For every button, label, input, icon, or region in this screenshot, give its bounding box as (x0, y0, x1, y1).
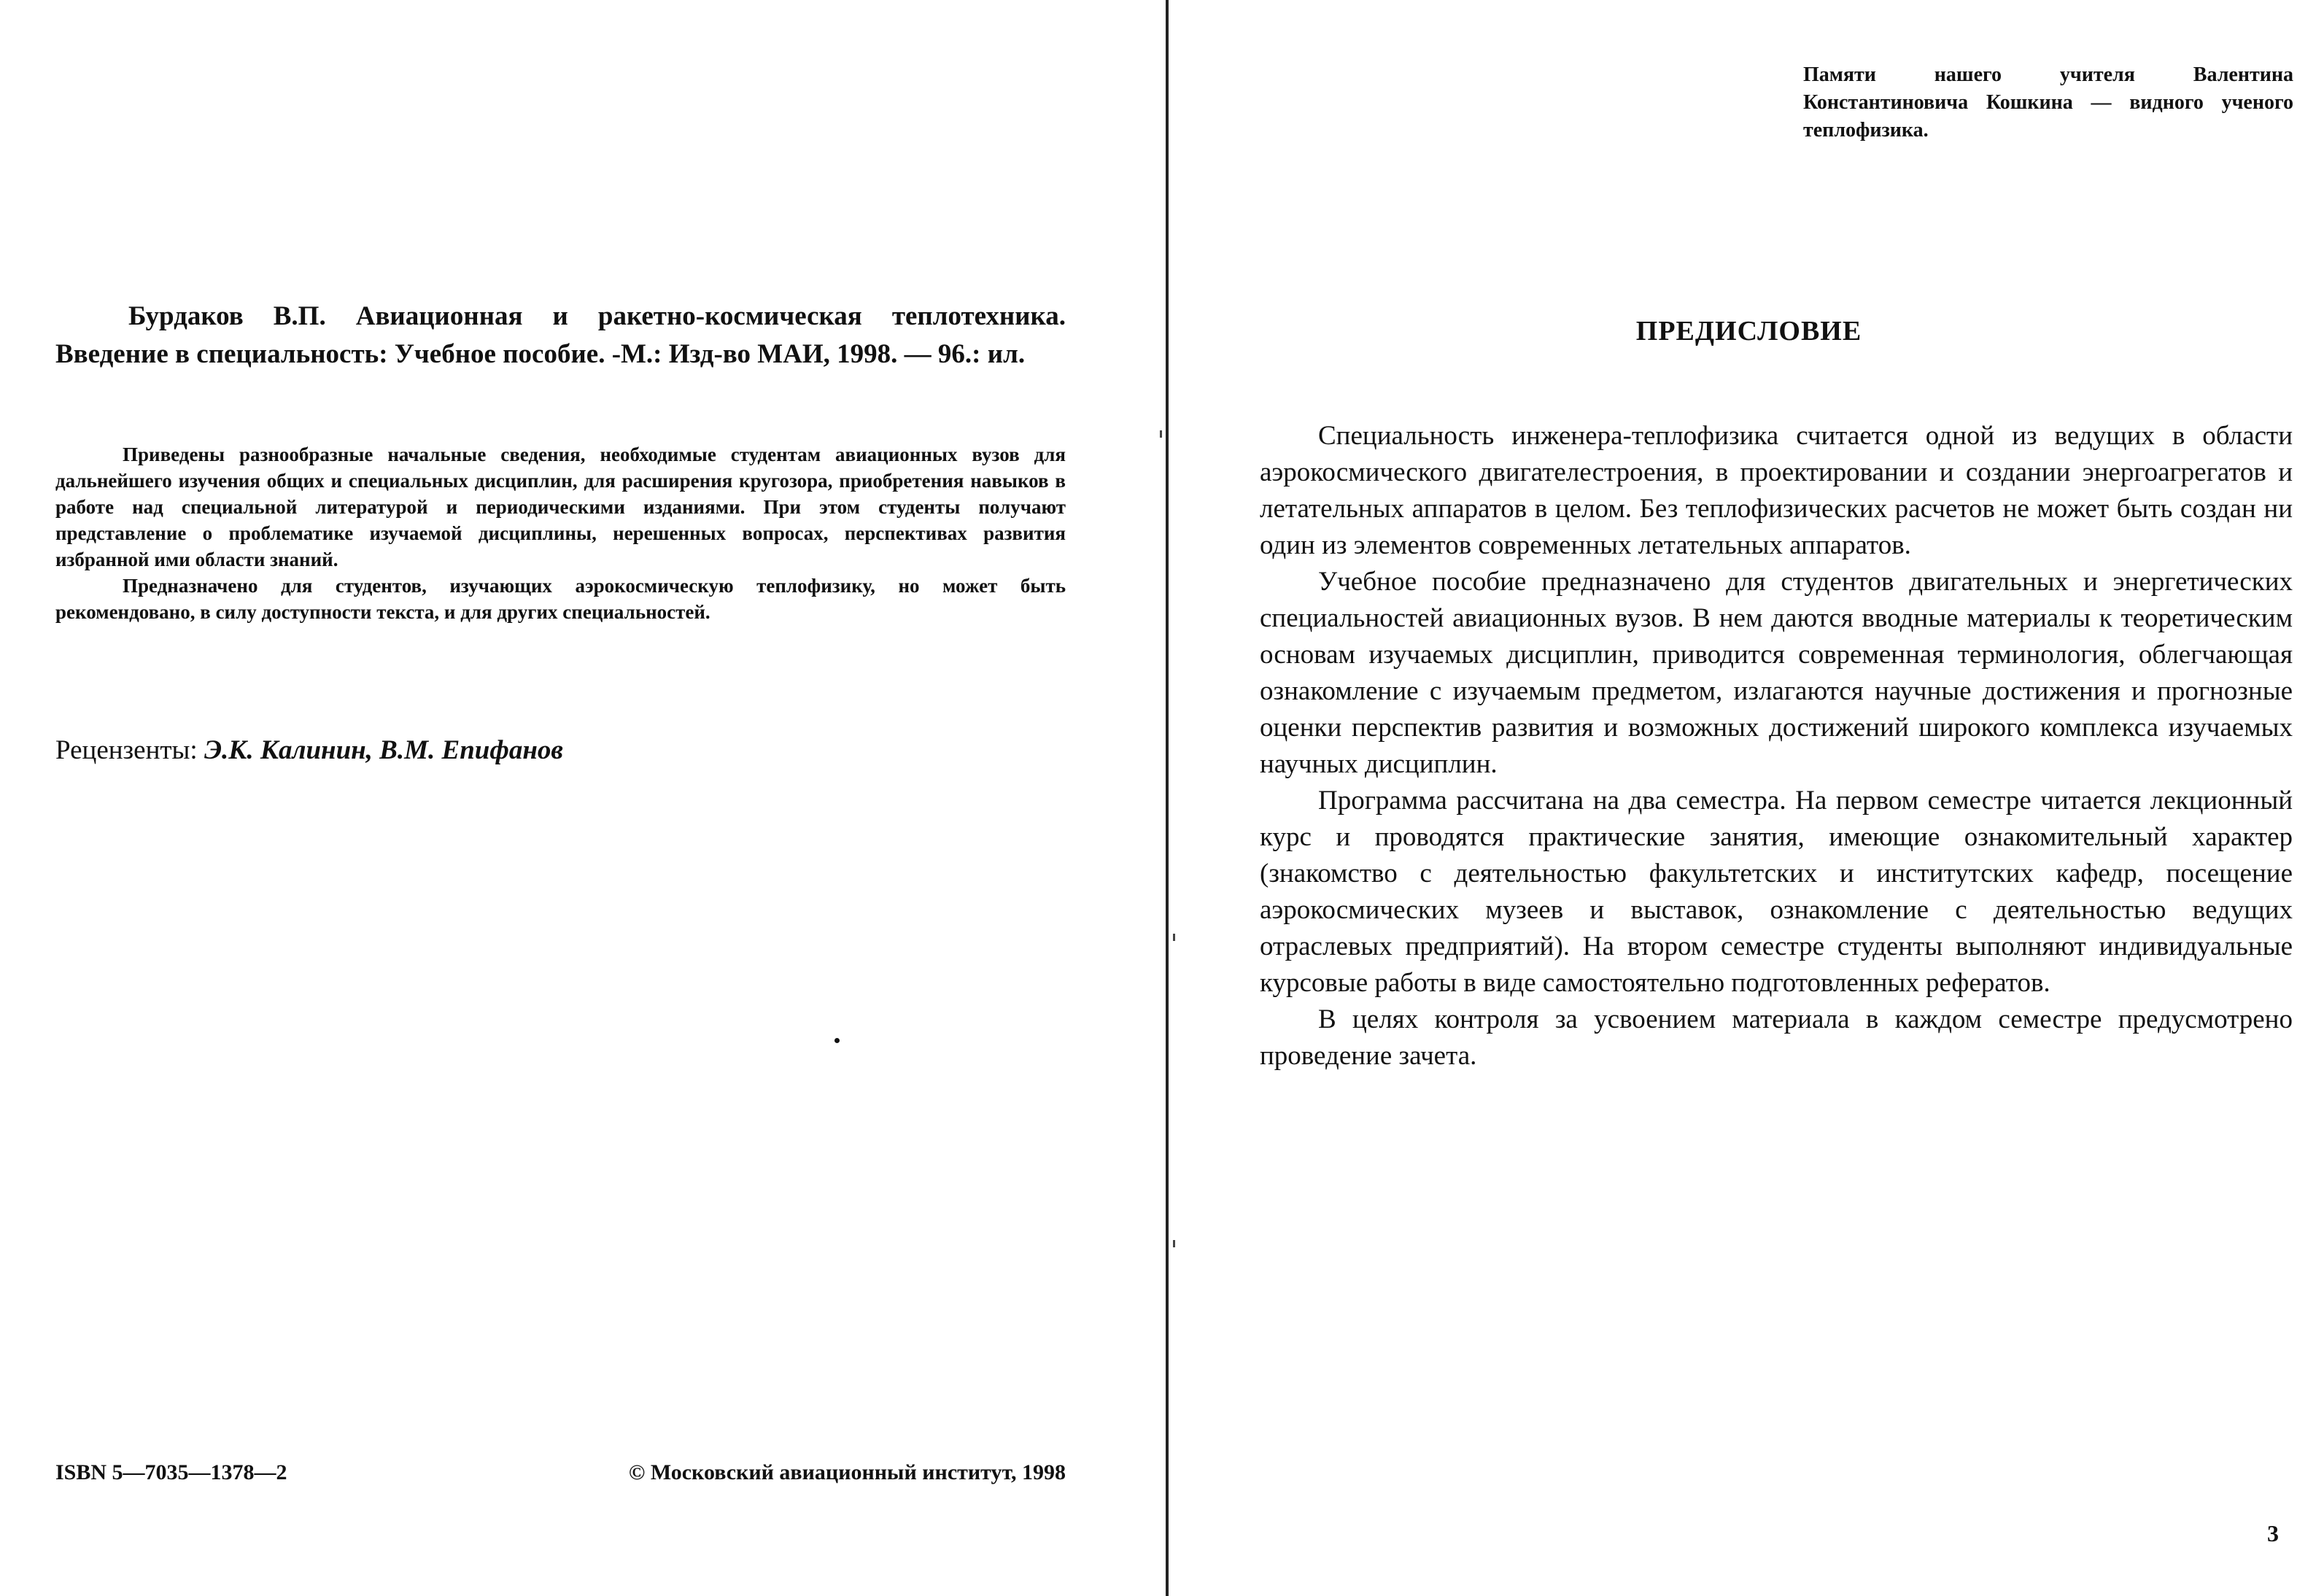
preface-paragraph: Специальность инженера-теплофизика считается одной из ведущих в области аэрокосмического двигателестроения, в проектировании и создании энергоагрегатов и летательных аппаратов в целом. Без теплофизических расчетов не может быть создан ни один из элементов современных летательных аппаратов. (1260, 421, 2293, 560)
preface-paragraph: В целях контроля за усвоением материала в каждом семестре предусмотрено проведение зачета. (1260, 1004, 2293, 1071)
bibliographic-entry: Бурдаков В.П. Авиационная и ракетно-космическая теплотехника. Введение в специальность: Учебное пособие. -М.: Изд-во МАИ, 1998. — 96.: ил. (55, 301, 1066, 369)
abstract-paragraph: Предназначено для студентов, изучающих аэрокосмическую теплофизику, но может быть рекомендовано, в силу доступности текста, и для других специальностей. (55, 575, 1066, 623)
spine-mark (1173, 1240, 1175, 1247)
spine-mark (1173, 934, 1175, 941)
book-spine (1166, 0, 1169, 1596)
right-page (1182, 0, 2316, 1596)
abstract (55, 441, 1066, 625)
preface-title: ПРЕДИСЛОВИЕ (1635, 316, 1862, 346)
preface-paragraph: Программа рассчитана на два семестра. На первом семестре читается лекционный курс и проводятся практические занятия, имеющие ознакомительный характер (знакомство с деятельностью факультетских и институтских кафедр, посещение аэрокосмических музеев и выставок, ознакомление с деятельностью ведущих отраслевых предприятий). На втором семестре студенты выполняют индивидуальные курсовые работы в виде самостоятельно подготовленных рефератов. (1260, 786, 2293, 998)
spine-mark (1160, 430, 1162, 438)
preface-paragraph: Учебное пособие предназначено для студентов двигательных и энергетических специальностей авиационных вузов. В нем даются вводные материалы к теоретическим основам изучаемых дисциплин, приводится современная терминология, облегчающая ознакомление с изучаемым предметом, излагаются научные достижения и прогнозные оценки перспектив развития и возможных достижений широкого комплекса изучаемых научных дисциплин. (1260, 567, 2293, 779)
preface-body (1260, 418, 2293, 1074)
copyright: © Московский авиационный институт, 1998 (628, 1460, 1066, 1484)
isbn: ISBN 5—7035—1378—2 (55, 1460, 287, 1484)
stray-dot (834, 1038, 840, 1043)
abstract-paragraph: Приведены разнообразные начальные сведения, необходимые студентам авиационных вузов для дальнейшего изучения общих и специальных дисциплин, для расширения кругозора, приобретения навыков в работе над специальной литературой и периодическими изданиями. При этом студенты получают представление о проблематике изучаемой дисциплины, нерешенных вопросах, перспективах развития избранной ими области знаний. (55, 443, 1066, 570)
dedication: Памяти нашего учителя Валентина Константиновича Кошкина — видного ученого теплофизика. (1803, 63, 2293, 142)
reviewers-names: Э.К. Калинин, В.М. Епифанов (204, 735, 563, 765)
reviewers (55, 732, 1066, 769)
page-number: 3 (2267, 1520, 2279, 1546)
reviewers-label: Рецензенты: (55, 735, 198, 765)
